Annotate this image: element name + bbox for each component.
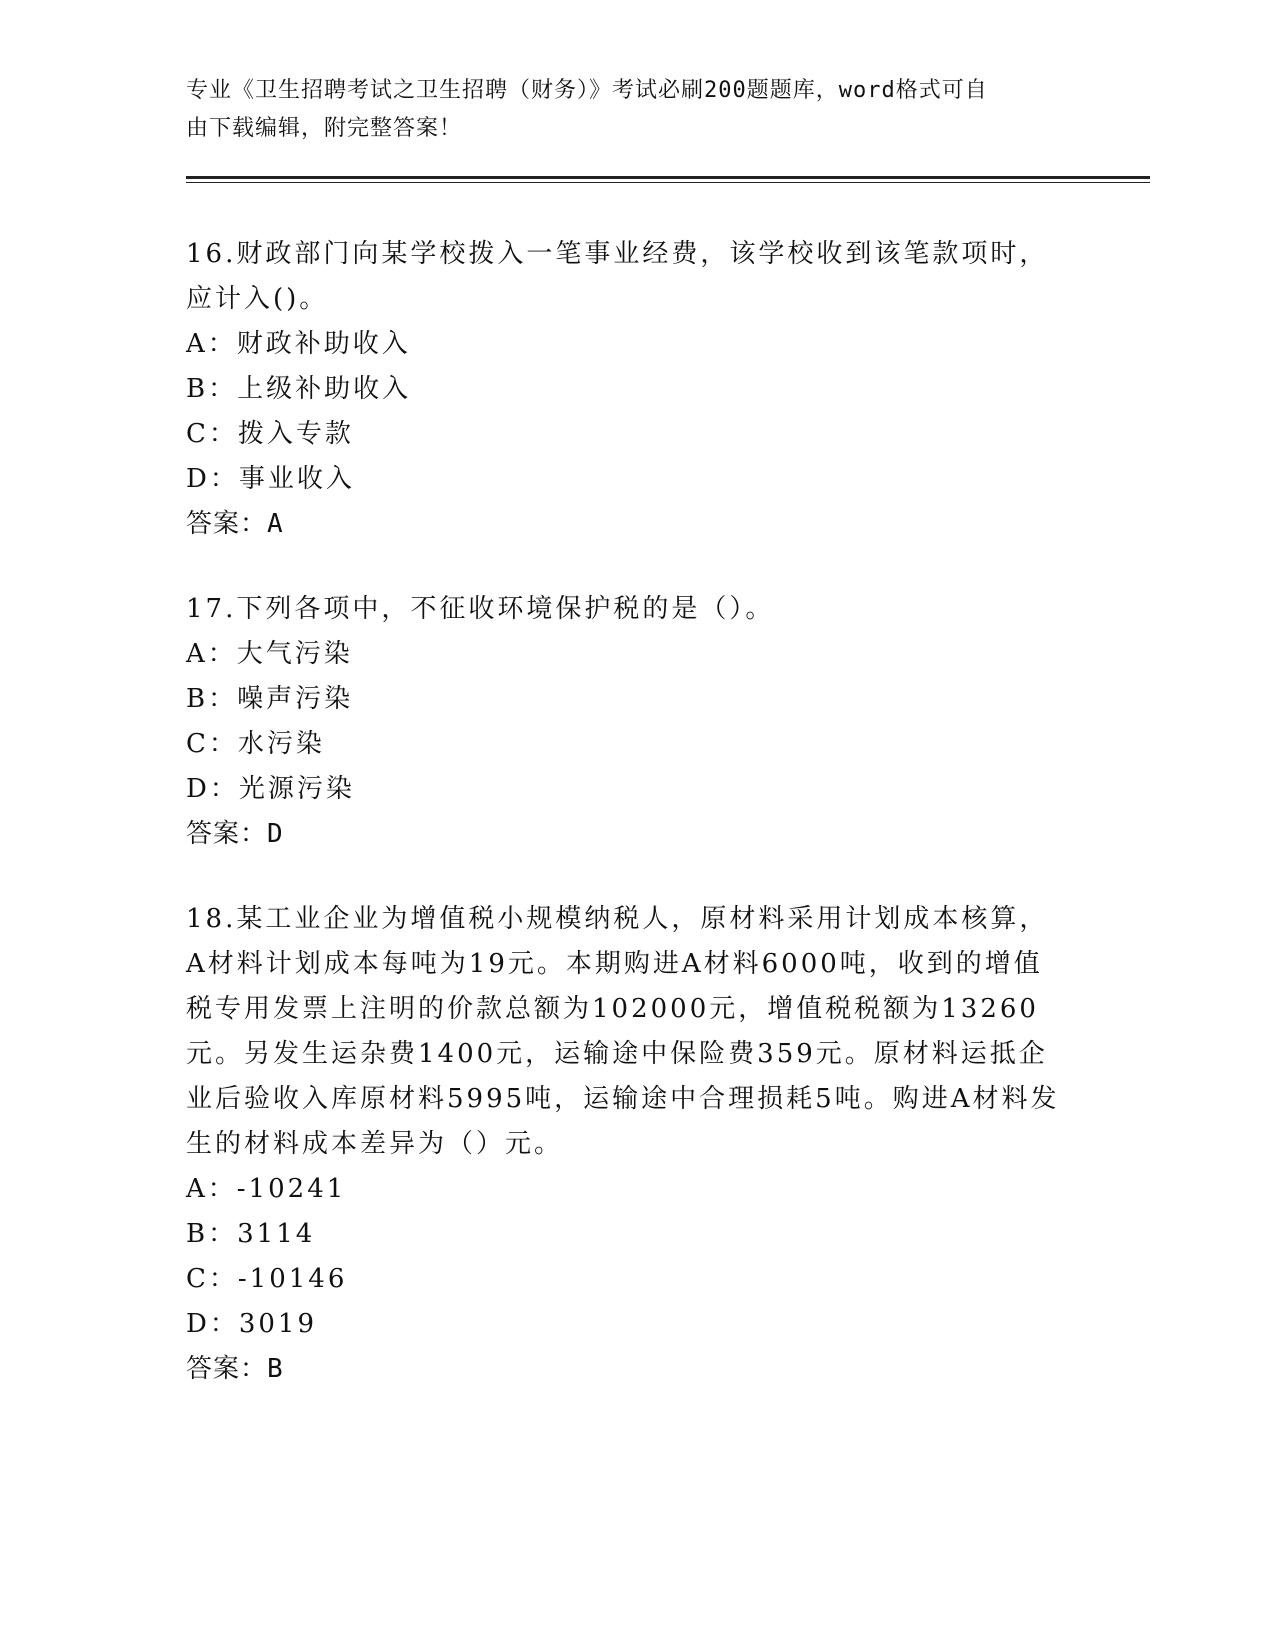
option-a: A：大气污染 [186,639,353,669]
header-divider-thin [186,182,1150,183]
answer-value: A [267,509,284,539]
option-a: A：-10241 [186,1174,347,1204]
answer-value: B [267,1354,284,1384]
option-b: B：上级补助收入 [186,374,412,404]
option-d: D：事业收入 [186,464,355,494]
option-d: D：光源污染 [186,774,355,804]
option-c: C：拨入专款 [186,419,354,449]
question-text: 16.财政部门向某学校拨入一笔事业经费，该学校收到该笔款项时，应计入()。 [186,239,1049,314]
question-18 [186,897,1066,1392]
answer-label: 答案： [186,1354,268,1384]
answer-line [186,812,1066,857]
answer-line [186,1347,1066,1392]
header-line-2: 由下载编辑，附完整答案！ [186,116,463,141]
header-divider-thick [186,176,1150,179]
header-line-1: 专业《卫生招聘考试之卫生招聘（财务）》考试必刷200题题库，word格式可自 [186,78,988,103]
option-d: D：3019 [186,1309,318,1339]
option-a: A：财政补助收入 [186,329,411,359]
option-c: C：水污染 [186,729,325,759]
option-c: C：-10146 [186,1264,348,1294]
answer-label: 答案： [186,819,268,849]
answer-value: D [267,819,284,849]
question-text: 18.某工业企业为增值税小规模纳税人，原材料采用计划成本核算，A材料计划成本每吨为19元。本期购进A材料6000吨，收到的增值税专用发票上注明的价款总额为102000元，增值税税额为13260元。另发生运杂费1400元，运输途中保险费359元。原材料运抵企业后验收入库原材料5995吨，运输途中合理损耗5吨。购进A材料发生的材料成本差异为（）元。 [186,904,1060,1159]
option-b: B：3114 [186,1219,316,1249]
option-b: B：噪声污染 [186,684,354,714]
question-17 [186,587,1066,857]
question-text: 17.下列各项中，不征收环境保护税的是（）。 [186,594,775,624]
question-16 [186,232,1066,547]
answer-label: 答案： [186,509,268,539]
question-list [186,232,1066,1432]
answer-line [186,502,1066,547]
document-header [186,72,1066,148]
